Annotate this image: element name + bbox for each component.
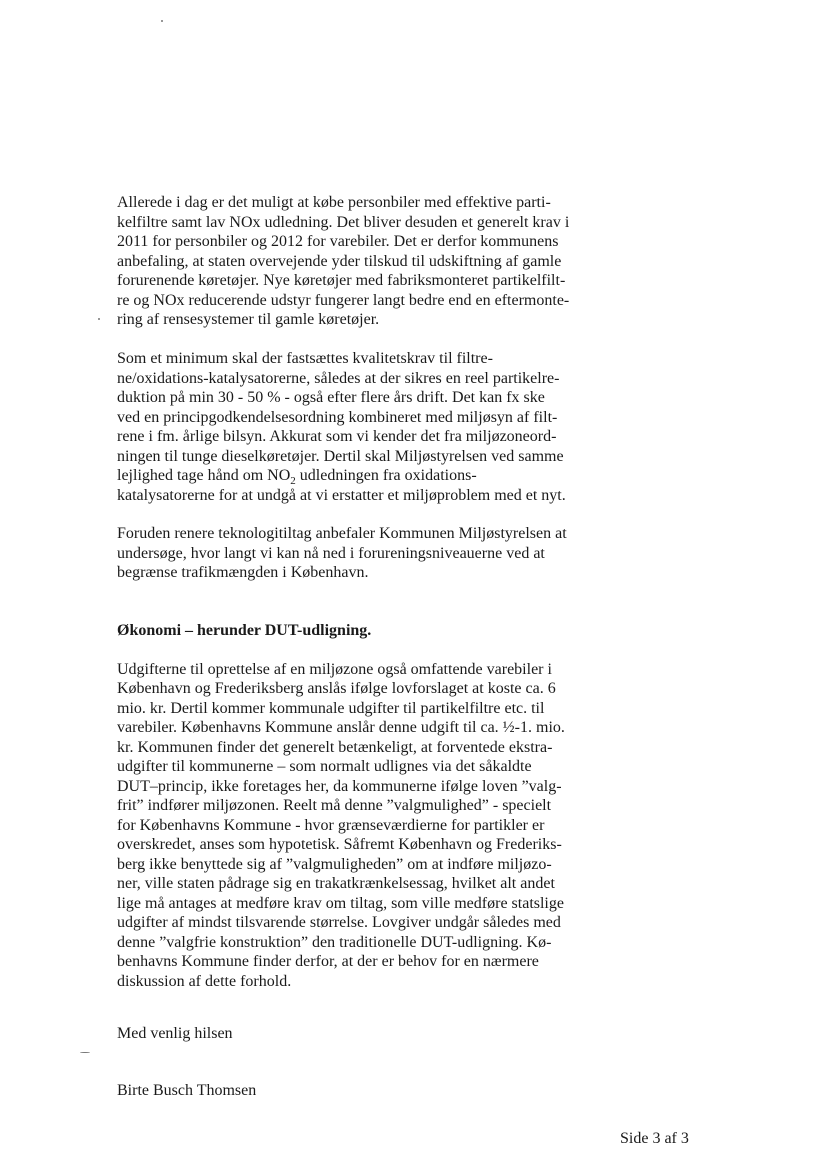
- text-line: ring af rensesystemer til gamle køretøjer.: [117, 311, 380, 328]
- text-line: Udgifterne til oprettelse af en miljøzone også omfattende varebiler i: [117, 661, 552, 678]
- text-line: benhavns Kommune finder derfor, at der er behov for en nærmere: [117, 953, 539, 970]
- text-line: mio. kr. Dertil kommer kommunale udgifter til partikelfiltre etc. til: [117, 700, 545, 717]
- page-number: Side 3 af 3: [620, 1130, 689, 1147]
- text-line: varebiler. Københavns Kommune anslår denne udgift til ca. ½-1. mio.: [117, 719, 565, 736]
- text-line: ningen til tunge dieselkøretøjer. Dertil skal Miljøstyrelsen ved samme: [117, 448, 564, 465]
- text-line: overskredet, anses som hypotetisk. Såfremt København og Frederiks-: [117, 836, 562, 853]
- text-line: duktion på min 30 - 50 % - også efter flere års drift. Det kan fx ske: [117, 389, 545, 406]
- scan-speck: [80, 1052, 90, 1053]
- subscript-2: 2: [290, 475, 296, 488]
- text-line: kelfiltre samt lav NOx udledning. Det bliver desuden et generelt krav i: [117, 214, 570, 231]
- text-line: ne/oxidations-katalysatorerne, således at der sikres en reel partikelre-: [117, 370, 560, 387]
- text-line: frit” indfører miljøzonen. Reelt må denne ”valgmulighed” - specielt: [117, 797, 552, 814]
- text-line: undersøge, hvor langt vi kan nå ned i forureningsniveauerne ved at: [117, 545, 545, 562]
- text-line: 2011 for personbiler og 2012 for varebiler. Det er derfor kommunens: [117, 233, 559, 250]
- section-heading: Økonomi – herunder DUT-udligning.: [117, 622, 372, 639]
- text-line: udgifter til kommunerne – som normalt udlignes via det såkaldte: [117, 758, 532, 775]
- text-line: rene i fm. årlige bilsyn. Akkurat som vi kender det fra miljøzoneord-: [117, 428, 557, 445]
- text-line: for Københavns Kommune - hvor grænseværdierne for partikler er: [117, 817, 545, 834]
- scan-speck: [98, 318, 100, 320]
- text-line: ner, ville staten pådrage sig en trakatkrænkelsessag, hvilket alt andet: [117, 875, 555, 892]
- scan-speck: [161, 20, 163, 22]
- text-segment: udledningen fra oxidations-: [295, 467, 477, 484]
- text-segment: lejlighed tage hånd om NO: [117, 467, 291, 484]
- closing-greeting: Med venlig hilsen: [117, 1025, 233, 1042]
- signature-name: Birte Busch Thomsen: [117, 1082, 257, 1099]
- text-line: forurenende køretøjer. Nye køretøjer med fabriksmonteret partikelfilt-: [117, 272, 566, 289]
- text-line: udgifter af mindst tilsvarende størrelse. Lovgiver undgår således med: [117, 914, 561, 931]
- text-line: re og NOx reducerende udstyr fungerer langt bedre end en eftermonte-: [117, 292, 570, 309]
- text-line: ved en principgodkendelsesordning kombineret med miljøsyn af filt-: [117, 409, 558, 426]
- text-line: katalysatorerne for at undgå at vi erstatter et miljøproblem med et nyt.: [117, 487, 566, 504]
- text-line: Allerede i dag er det muligt at købe personbiler med effektive parti-: [117, 194, 551, 211]
- text-line: diskussion af dette forhold.: [117, 973, 292, 990]
- text-line: Som et minimum skal der fastsættes kvalitetskrav til filtre-: [117, 350, 493, 367]
- text-line: København og Frederiksberg anslås ifølge lovforslaget at koste ca. 6: [117, 680, 556, 697]
- text-line: Foruden renere teknologitiltag anbefaler Kommunen Miljøstyrelsen at: [117, 525, 567, 542]
- text-line: berg ikke benyttede sig af ”valgmuligheden” om at indføre miljøzo-: [117, 856, 552, 873]
- text-line: anbefaling, at staten overvejende yder tilskud til udskiftning af gamle: [117, 253, 562, 270]
- text-line: denne ”valgfrie konstruktion” den traditionelle DUT-udligning. Kø-: [117, 934, 552, 951]
- text-line: kr. Kommunen finder det generelt betænkeligt, at forventede ekstra-: [117, 739, 553, 756]
- text-line: DUT–princip, ikke foretages her, da kommunerne ifølge loven ”valg-: [117, 778, 562, 795]
- text-line: begrænse trafikmængden i København.: [117, 564, 369, 581]
- text-line: lige må antages at medføre krav om tiltag, som ville medføre statslige: [117, 895, 564, 912]
